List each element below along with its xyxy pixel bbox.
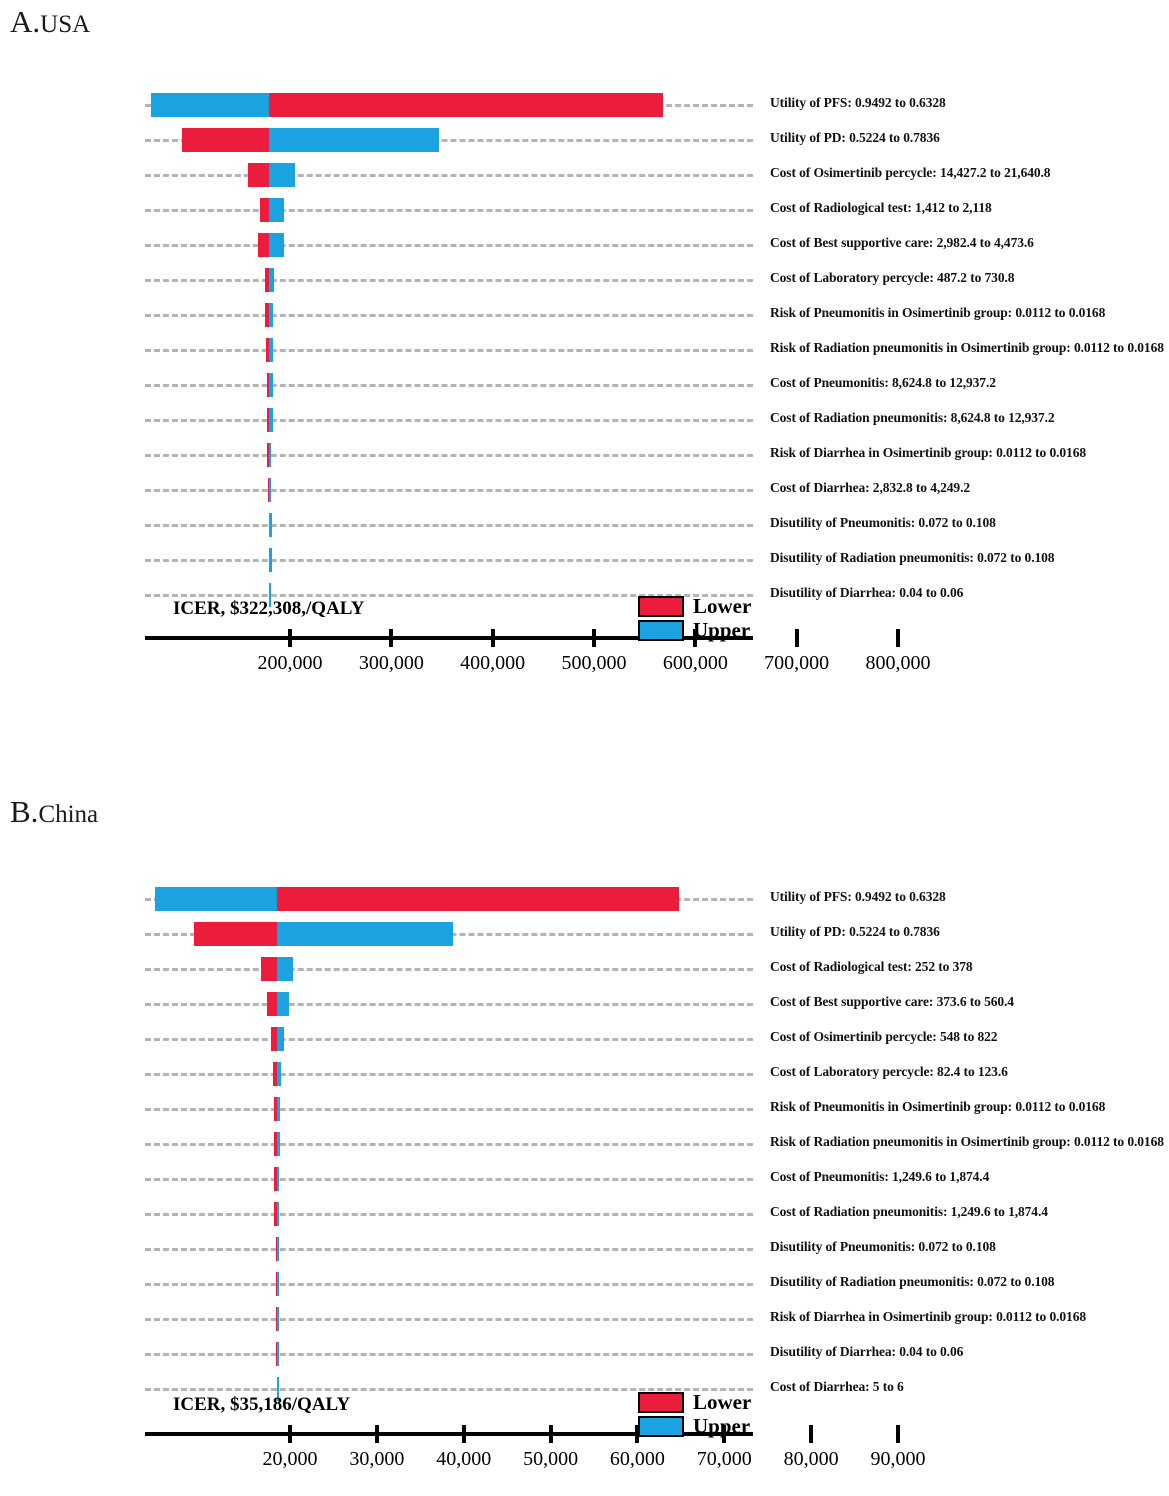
tornado-row-label: Utility of PD: 0.5224 to 0.7836 — [770, 130, 940, 145]
tornado-row-label: Cost of Radiation pneumonitis: 1,249.6 to 1,874.4 — [770, 1204, 1048, 1219]
row-guideline — [145, 1283, 753, 1286]
bar-segment-upper — [269, 163, 295, 187]
row-guideline — [145, 1353, 753, 1356]
axis-tick-label: 90,000 — [870, 1448, 926, 1470]
bar-segment-upper — [269, 233, 284, 257]
axis-tick — [592, 629, 596, 647]
bar-segment-lower — [194, 922, 277, 946]
axis-tick-label: 500,000 — [561, 652, 627, 674]
bar-segment-upper — [269, 373, 273, 397]
bar-segment-upper — [269, 548, 272, 572]
bar-segment-upper — [277, 1132, 280, 1156]
tornado-row — [0, 884, 1169, 914]
axis-tick — [288, 629, 292, 647]
row-guideline — [145, 1213, 753, 1216]
bar-segment-upper — [277, 1237, 279, 1261]
axis-tick-label: 600,000 — [662, 652, 728, 674]
tornado-row-label: Risk of Diarrhea in Osimertinib group: 0.0112 to 0.0168 — [770, 445, 1087, 460]
tornado-row-label: Utility of PFS: 0.9492 to 0.6328 — [770, 889, 946, 904]
bar-segment-upper — [277, 1097, 280, 1121]
legend-usa — [638, 594, 751, 642]
bar-segment-upper — [151, 93, 269, 117]
bar-segment-upper — [155, 887, 276, 911]
bar-segment-lower — [182, 128, 268, 152]
tornado-row-label: Cost of Laboratory percycle: 487.2 to 730.8 — [770, 270, 1015, 285]
row-guideline — [145, 1318, 753, 1321]
axis-tick — [549, 1425, 553, 1443]
tornado-row — [0, 405, 1169, 435]
tornado-row — [0, 265, 1169, 295]
legend-row-lower — [638, 594, 751, 618]
tornado-row — [0, 300, 1169, 330]
tornado-row — [0, 1199, 1169, 1229]
tornado-row-label: Cost of Osimertinib percycle: 548 to 822 — [770, 1029, 998, 1044]
row-guideline — [145, 524, 753, 527]
tornado-row — [0, 1164, 1169, 1194]
tornado-row — [0, 954, 1169, 984]
tornado-row — [0, 1024, 1169, 1054]
row-guideline — [145, 968, 753, 971]
tornado-row-label: Cost of Osimertinib percycle: 14,427.2 to 21,640.8 — [770, 165, 1051, 180]
legend-swatch-lower-icon — [638, 1392, 684, 1413]
tornado-row-label: Risk of Pneumonitis in Osimertinib group: 0.0112 to 0.0168 — [770, 305, 1106, 320]
axis-tick — [462, 1425, 466, 1443]
tornado-row — [0, 1339, 1169, 1369]
bar-segment-upper — [277, 1272, 279, 1296]
tornado-row — [0, 335, 1169, 365]
row-guideline — [145, 314, 753, 317]
legend-row-upper — [638, 1414, 751, 1438]
row-guideline — [145, 1248, 753, 1251]
legend-swatch-lower-icon — [638, 596, 684, 617]
legend-swatch-upper-icon — [638, 1416, 684, 1437]
icer-caption-usa: ICER, $322,308,/QALY — [173, 598, 365, 619]
row-guideline — [145, 1143, 753, 1146]
x-axis-usa — [0, 636, 1169, 696]
tornado-row — [0, 1094, 1169, 1124]
bar-segment-lower — [248, 163, 269, 187]
tornado-row-label: Risk of Pneumonitis in Osimertinib group: 0.0112 to 0.0168 — [770, 1099, 1106, 1114]
row-guideline — [145, 1178, 753, 1181]
tornado-row-label: Disutility of Diarrhea: 0.04 to 0.06 — [770, 585, 964, 600]
bar-segment-lower — [258, 233, 268, 257]
bar-segment-upper — [277, 1342, 279, 1366]
bar-segment-upper — [277, 1307, 279, 1331]
bar-segment-lower — [269, 93, 663, 117]
tornado-row — [0, 125, 1169, 155]
axis-tick-label: 300,000 — [358, 652, 424, 674]
legend-label-upper: Upper — [693, 1413, 751, 1438]
bar-segment-upper — [269, 198, 284, 222]
bar-segment-upper — [269, 478, 271, 502]
tornado-row-label: Cost of Diarrhea: 2,832.8 to 4,249.2 — [770, 480, 970, 495]
tornado-row-label: Cost of Diarrhea: 5 to 6 — [770, 1379, 904, 1394]
tornado-row-label: Cost of Radiation pneumonitis: 8,624.8 to 12,937.2 — [770, 410, 1055, 425]
row-guideline — [145, 454, 753, 457]
icer-caption-china: ICER, $35,186/QALY — [173, 1394, 351, 1415]
x-axis-china — [0, 1432, 1169, 1492]
tornado-row-label: Disutility of Pneumonitis: 0.072 to 0.108 — [770, 515, 996, 530]
panel-name-china: China — [38, 801, 99, 828]
row-guideline — [145, 279, 753, 282]
axis-tick-label: 800,000 — [865, 652, 931, 674]
tornado-row-label: Risk of Diarrhea in Osimertinib group: 0.0112 to 0.0168 — [770, 1309, 1087, 1324]
axis-tick-label: 60,000 — [609, 1448, 665, 1470]
tornado-row-label: Cost of Radiological test: 252 to 378 — [770, 959, 973, 974]
bar-segment-upper — [269, 443, 271, 467]
tornado-row — [0, 510, 1169, 540]
row-guideline — [145, 1003, 753, 1006]
tornado-row-label: Cost of Best supportive care: 2,982.4 to 4,473.6 — [770, 235, 1034, 250]
tornado-row-label: Cost of Best supportive care: 373.6 to 560.4 — [770, 994, 1014, 1009]
row-guideline — [145, 559, 753, 562]
bar-segment-lower — [267, 992, 277, 1016]
tornado-row-label: Disutility of Diarrhea: 0.04 to 0.06 — [770, 1344, 964, 1359]
tornado-row-label: Cost of Pneumonitis: 1,249.6 to 1,874.4 — [770, 1169, 990, 1184]
axis-tick — [375, 1425, 379, 1443]
panel-letter-a: A. — [10, 4, 41, 39]
axis-tick — [896, 1425, 900, 1443]
bar-segment-upper — [269, 513, 272, 537]
row-guideline — [145, 489, 753, 492]
tornado-row — [0, 989, 1169, 1019]
tornado-row — [0, 1234, 1169, 1264]
tornado-row — [0, 160, 1169, 190]
axis-tick — [795, 629, 799, 647]
tornado-row-label: Risk of Radiation pneumonitis in Osimertinib group: 0.0112 to 0.0168 — [770, 1134, 1164, 1149]
axis-tick-label: 400,000 — [460, 652, 526, 674]
legend-row-lower — [638, 1390, 751, 1414]
axis-tick — [896, 629, 900, 647]
tornado-row-label: Cost of Laboratory percycle: 82.4 to 123.6 — [770, 1064, 1008, 1079]
legend-china — [638, 1390, 751, 1438]
bar-segment-upper — [277, 1027, 284, 1051]
tornado-row-label: Cost of Radiological test: 1,412 to 2,118 — [770, 200, 992, 215]
tornado-row — [0, 1304, 1169, 1334]
bar-segment-lower — [277, 887, 679, 911]
bar-segment-upper — [277, 992, 289, 1016]
axis-tick — [288, 1425, 292, 1443]
legend-label-upper: Upper — [693, 617, 751, 642]
legend-label-lower: Lower — [693, 1389, 752, 1414]
panel-letter-b: B. — [10, 794, 39, 829]
row-guideline — [145, 349, 753, 352]
bar-segment-upper — [277, 957, 293, 981]
axis-tick — [389, 629, 393, 647]
bar-segment-upper — [269, 303, 273, 327]
row-guideline — [145, 1108, 753, 1111]
tornado-row-label: Utility of PFS: 0.9492 to 0.6328 — [770, 95, 946, 110]
tornado-row — [0, 1269, 1169, 1299]
bar-segment-upper — [269, 268, 274, 292]
tornado-row — [0, 475, 1169, 505]
axis-tick-label: 70,000 — [696, 1448, 752, 1470]
axis-tick-label: 20,000 — [262, 1448, 318, 1470]
bar-segment-upper — [269, 408, 273, 432]
tornado-row-label: Risk of Radiation pneumonitis in Osimertinib group: 0.0112 to 0.0168 — [770, 340, 1164, 355]
panel-name-usa: USA — [40, 11, 91, 38]
tornado-row — [0, 370, 1169, 400]
bar-segment-upper — [269, 128, 439, 152]
row-guideline — [145, 244, 753, 247]
tornado-row-label: Cost of Pneumonitis: 8,624.8 to 12,937.2 — [770, 375, 996, 390]
tornado-row — [0, 919, 1169, 949]
tornado-row — [0, 1129, 1169, 1159]
tornado-row — [0, 1059, 1169, 1089]
axis-tick-label: 30,000 — [349, 1448, 405, 1470]
row-guideline — [145, 419, 753, 422]
bar-segment-lower — [261, 957, 277, 981]
panel-china — [0, 780, 1169, 1496]
axis-tick-label: 80,000 — [783, 1448, 839, 1470]
axis-tick-label: 50,000 — [523, 1448, 579, 1470]
bar-segment-upper — [277, 1167, 279, 1191]
row-guideline — [145, 209, 753, 212]
bar-segment-lower — [260, 198, 269, 222]
bar-segment-upper — [277, 922, 453, 946]
row-guideline — [145, 1038, 753, 1041]
axis-tick — [491, 629, 495, 647]
tornado-row — [0, 545, 1169, 575]
page-title-china — [10, 794, 98, 830]
legend-row-upper — [638, 618, 751, 642]
tornado-row — [0, 90, 1169, 120]
axis-tick-label: 200,000 — [257, 652, 323, 674]
tornado-row — [0, 230, 1169, 260]
tornado-row — [0, 195, 1169, 225]
legend-label-lower: Lower — [693, 593, 752, 618]
tornado-row-label: Disutility of Radiation pneumonitis: 0.072 to 0.108 — [770, 550, 1055, 565]
legend-swatch-upper-icon — [638, 620, 684, 641]
row-guideline — [145, 384, 753, 387]
bar-segment-upper — [277, 1062, 281, 1086]
axis-tick — [809, 1425, 813, 1443]
axis-tick-label: 700,000 — [764, 652, 830, 674]
tornado-row-label: Utility of PD: 0.5224 to 0.7836 — [770, 924, 940, 939]
row-guideline — [145, 174, 753, 177]
page-title-usa — [10, 4, 90, 40]
bar-segment-upper — [269, 338, 273, 362]
tornado-row — [0, 440, 1169, 470]
tornado-row-label: Disutility of Radiation pneumonitis: 0.072 to 0.108 — [770, 1274, 1055, 1289]
axis-tick-label: 40,000 — [436, 1448, 492, 1470]
tornado-row-label: Disutility of Pneumonitis: 0.072 to 0.108 — [770, 1239, 996, 1254]
row-guideline — [145, 1073, 753, 1076]
bar-segment-upper — [277, 1202, 279, 1226]
